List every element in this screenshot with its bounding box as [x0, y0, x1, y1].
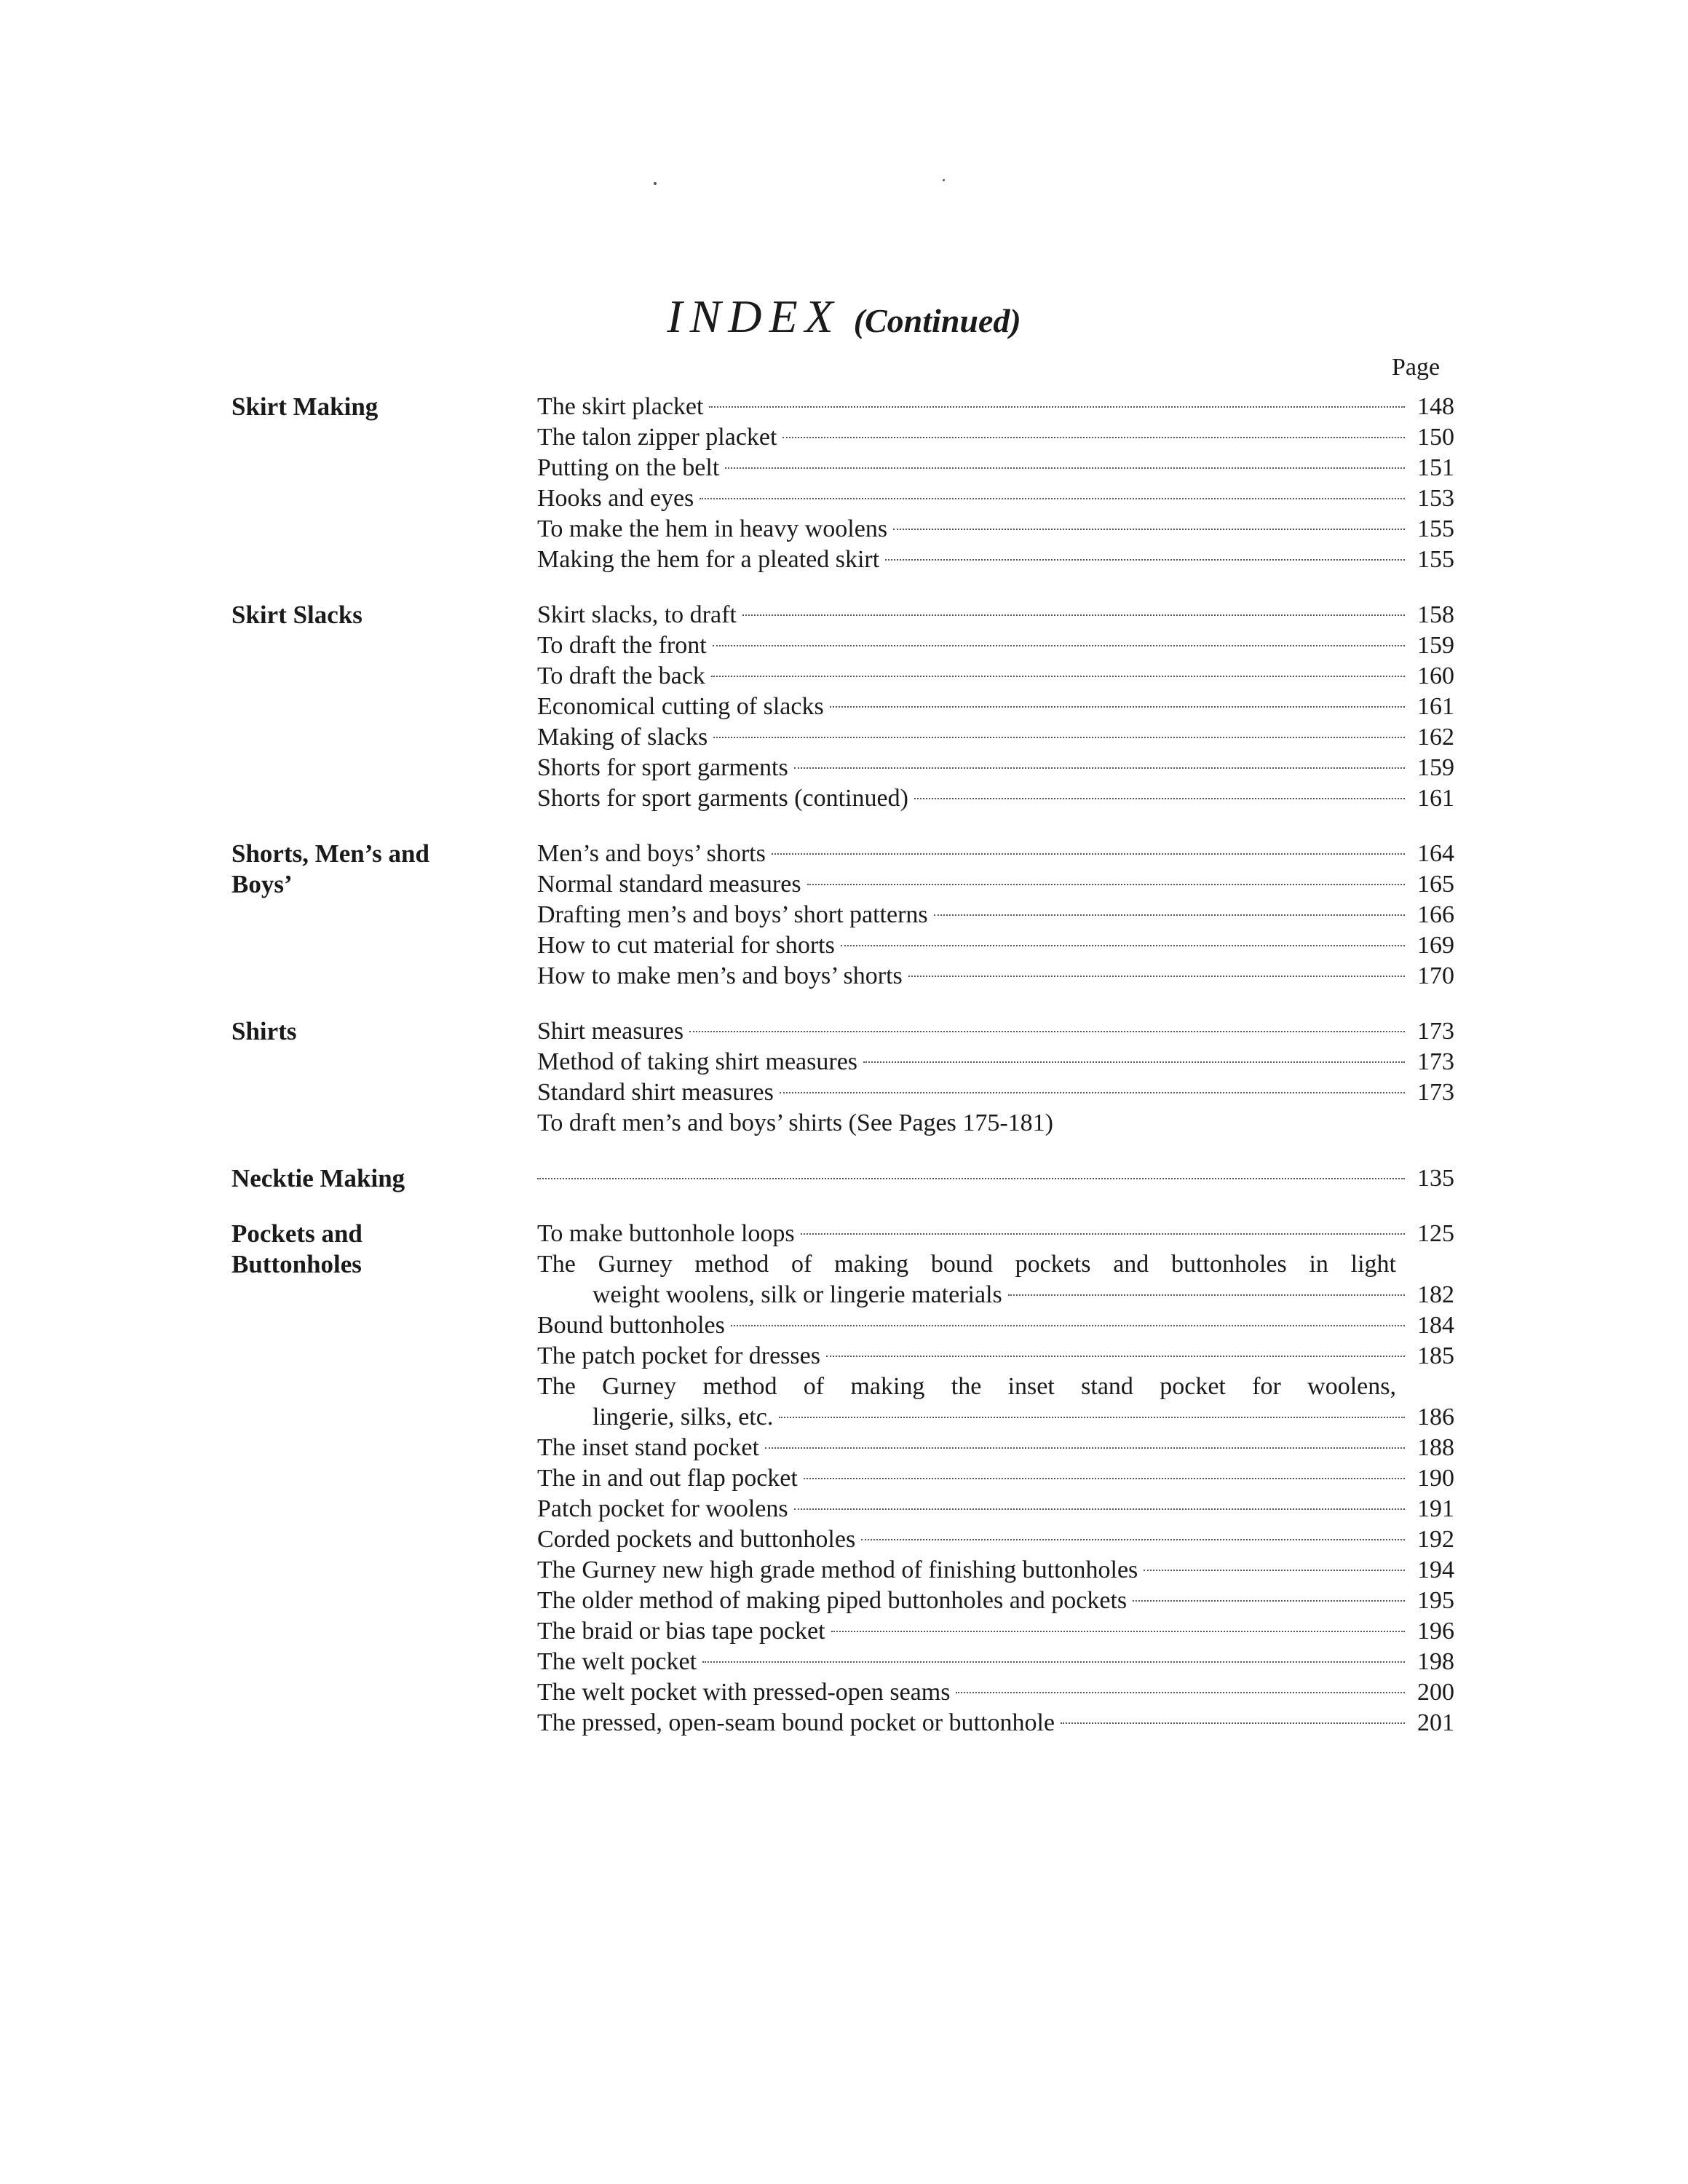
section-label-line: Shorts, Men’s and [231, 839, 429, 868]
entry-text: The in and out flap pocket [537, 1465, 798, 1492]
entry-list [537, 1219, 1454, 1738]
section-label: Skirt Slacks [231, 601, 362, 629]
dot-leader [700, 498, 1405, 499]
entry-page: 159 [1417, 754, 1454, 781]
dot-leader [826, 1356, 1405, 1357]
entry-page: 150 [1417, 424, 1454, 451]
entry-text: The pressed, open-seam bound pocket or buttonhole [537, 1709, 1055, 1736]
entry-page: 169 [1417, 932, 1454, 959]
entry-page: 148 [1417, 393, 1454, 420]
index-entry [537, 900, 1454, 930]
index-entry [537, 1616, 1454, 1647]
page-title [0, 290, 1688, 344]
entry-text: Skirt slacks, to draft [537, 601, 737, 628]
index-entry [537, 1163, 1454, 1194]
entry-text-line2: lingerie, silks, etc. [593, 1404, 774, 1431]
entry-page: 158 [1417, 601, 1454, 628]
entry-page: 135 [1417, 1165, 1454, 1192]
index-entry [537, 483, 1454, 514]
entry-list [537, 839, 1454, 992]
index-entry [537, 1372, 1454, 1433]
dot-leader [830, 706, 1405, 708]
entry-text: Making the hem for a pleated skirt [537, 546, 880, 573]
section-pockets-buttonholes [231, 1219, 1454, 1738]
dot-leader [782, 437, 1405, 438]
index-entry [537, 1677, 1454, 1708]
entry-list [537, 1016, 1454, 1139]
index-entry [537, 1077, 1454, 1108]
dot-leader [956, 1692, 1405, 1693]
entry-page: 153 [1417, 485, 1454, 512]
section-label: Skirt Making [231, 392, 379, 421]
entry-page: 182 [1417, 1281, 1454, 1308]
entry-text-line2-row [537, 1280, 1454, 1310]
dot-leader [725, 467, 1405, 469]
entry-text: Making of slacks [537, 724, 708, 751]
entry-page: 185 [1417, 1342, 1454, 1369]
entry-text: Men’s and boys’ shorts [537, 840, 766, 867]
dot-leader [689, 1031, 1405, 1032]
index-entry [537, 600, 1454, 630]
dot-leader [702, 1661, 1405, 1663]
dot-leader [1144, 1570, 1405, 1571]
entry-page: 166 [1417, 901, 1454, 928]
index-entry [537, 783, 1454, 814]
dot-leader [709, 406, 1405, 408]
index-entry [537, 1108, 1454, 1139]
entry-text: How to make men’s and boys’ shorts [537, 962, 903, 989]
entry-text: The welt pocket with pressed-open seams [537, 1679, 951, 1706]
dot-leader [841, 945, 1405, 946]
entry-page: 159 [1417, 632, 1454, 659]
entry-text: Corded pockets and buttonholes [537, 1526, 856, 1553]
entry-list [537, 600, 1454, 814]
entry-page: 160 [1417, 662, 1454, 689]
index-entry [537, 545, 1454, 575]
index-entry [537, 1524, 1454, 1555]
dot-leader [893, 529, 1405, 530]
section-label-line: Boys’ [231, 870, 293, 898]
entry-page: 194 [1417, 1556, 1454, 1583]
dot-leader [861, 1539, 1405, 1540]
index-entry [537, 869, 1454, 900]
dot-leader [731, 1325, 1405, 1326]
dot-leader [772, 853, 1405, 855]
dot-leader [885, 559, 1405, 561]
section-label [231, 839, 472, 900]
entry-list [537, 1163, 1454, 1194]
entry-page: 186 [1417, 1404, 1454, 1431]
entry-text: The Gurney new high grade method of finishing buttonholes [537, 1556, 1138, 1583]
index-entry [537, 1586, 1454, 1616]
section-shirts [231, 1016, 1454, 1139]
entry-page: 196 [1417, 1618, 1454, 1645]
section-label-line: Pockets and [231, 1219, 362, 1248]
dot-leader [713, 645, 1405, 646]
entry-text: Putting on the belt [537, 454, 720, 481]
index-entry [537, 1016, 1454, 1047]
entry-text: Shorts for sport garments (continued) [537, 785, 908, 812]
section-shorts [231, 839, 1454, 992]
entry-text: The braid or bias tape pocket [537, 1618, 825, 1645]
entry-page: 198 [1417, 1648, 1454, 1675]
section-label: Shirts [231, 1017, 297, 1045]
entry-text: Method of taking shirt measures [537, 1048, 858, 1075]
title-main: INDEX [667, 290, 841, 342]
dot-leader [780, 1092, 1405, 1093]
index-entry [537, 722, 1454, 753]
dot-leader [804, 1478, 1405, 1479]
index-entry [537, 1047, 1454, 1077]
entry-page: 195 [1417, 1587, 1454, 1614]
index-entry [537, 1555, 1454, 1586]
dot-leader [742, 614, 1405, 616]
dot-leader [713, 737, 1405, 738]
index-entry [537, 753, 1454, 783]
dot-leader [711, 676, 1405, 677]
dot-leader [537, 1178, 1405, 1179]
entry-page: 151 [1417, 454, 1454, 481]
entry-text-line2-row [537, 1402, 1454, 1433]
dot-leader [1061, 1722, 1405, 1724]
index-entry [537, 1647, 1454, 1677]
entry-text: To make buttonhole loops [537, 1220, 795, 1247]
entry-page: 162 [1417, 724, 1454, 751]
entry-text: Shirt measures [537, 1018, 684, 1045]
section-label: Necktie Making [231, 1164, 405, 1192]
entry-page: 161 [1417, 693, 1454, 720]
entry-text: To draft men’s and boys’ shirts (See Pages 175-181) [537, 1109, 1053, 1136]
dot-leader [908, 976, 1405, 977]
entry-text: To draft the back [537, 662, 705, 689]
entry-text-line1: The Gurney method of making bound pockets and buttonholes in light [537, 1251, 1396, 1278]
index-entry [537, 514, 1454, 545]
title-continued: (Continued) [853, 302, 1021, 339]
entry-text: How to cut material for shorts [537, 932, 835, 959]
entry-page: 192 [1417, 1526, 1454, 1553]
entry-text: Normal standard measures [537, 871, 801, 898]
entry-page: 184 [1417, 1312, 1454, 1339]
dot-leader [831, 1631, 1405, 1632]
index-entry [537, 392, 1454, 422]
entry-text: Bound buttonholes [537, 1312, 725, 1339]
dot-leader [801, 1233, 1405, 1235]
entry-text: Patch pocket for woolens [537, 1495, 788, 1522]
index-entry [537, 1463, 1454, 1494]
dot-leader [1008, 1294, 1405, 1296]
scan-speck [943, 179, 945, 181]
entry-page: 125 [1417, 1220, 1454, 1247]
index-entry [537, 1219, 1454, 1249]
entry-text: Economical cutting of slacks [537, 693, 824, 720]
index-entry [537, 930, 1454, 961]
index-entry [537, 1494, 1454, 1524]
entry-page: 188 [1417, 1434, 1454, 1461]
index-entry [537, 422, 1454, 453]
index-entry [537, 1708, 1454, 1738]
entry-page: 165 [1417, 871, 1454, 898]
entry-page: 173 [1417, 1048, 1454, 1075]
scan-speck [654, 182, 657, 185]
index-entry [537, 1310, 1454, 1341]
entry-page: 161 [1417, 785, 1454, 812]
entry-page: 190 [1417, 1465, 1454, 1492]
entry-text: Shorts for sport garments [537, 754, 788, 781]
entry-page: 173 [1417, 1018, 1454, 1045]
entry-text: Standard shirt measures [537, 1079, 774, 1106]
index-entry [537, 1341, 1454, 1372]
entry-page: 170 [1417, 962, 1454, 989]
entry-text: The older method of making piped buttonholes and pockets [537, 1587, 1128, 1614]
entry-page: 155 [1417, 515, 1454, 542]
section-necktie-making [231, 1163, 1454, 1194]
entry-page: 164 [1417, 840, 1454, 867]
dot-leader [863, 1061, 1405, 1063]
index-entry [537, 839, 1454, 869]
index-entry [537, 961, 1454, 992]
index-entry [537, 661, 1454, 692]
dot-leader [807, 884, 1405, 885]
dot-leader [914, 798, 1405, 799]
dot-leader [779, 1417, 1405, 1418]
entry-text: The welt pocket [537, 1648, 697, 1675]
entry-text-line2: weight woolens, silk or lingerie materials [593, 1281, 1002, 1308]
section-skirt-making [231, 392, 1454, 575]
entry-text: The patch pocket for dresses [537, 1342, 820, 1369]
entry-page: 173 [1417, 1079, 1454, 1106]
index-entry [537, 692, 1454, 722]
dot-leader [794, 767, 1405, 769]
entry-text: The inset stand pocket [537, 1434, 759, 1461]
entry-text: The skirt placket [537, 393, 704, 420]
entry-text: To draft the front [537, 632, 707, 659]
entry-page: 191 [1417, 1495, 1454, 1522]
index-entry [537, 1249, 1454, 1310]
index-entry [537, 630, 1454, 661]
entry-page: 155 [1417, 546, 1454, 573]
entry-text: Hooks and eyes [537, 485, 694, 512]
section-label [231, 1219, 472, 1280]
entry-list [537, 392, 1454, 575]
dot-leader [934, 914, 1405, 916]
index-entry [537, 1433, 1454, 1463]
section-label-line: Buttonholes [231, 1250, 362, 1278]
entry-page: 201 [1417, 1709, 1454, 1736]
index-entry [537, 453, 1454, 483]
section-skirt-slacks [231, 600, 1454, 814]
entry-text: To make the hem in heavy woolens [537, 515, 888, 542]
entry-text: Drafting men’s and boys’ short patterns [537, 901, 928, 928]
entry-text-line1: The Gurney method of making the inset stand pocket for woolens, [537, 1373, 1396, 1400]
entry-text: The talon zipper placket [537, 424, 777, 451]
entry-page: 200 [1417, 1679, 1454, 1706]
index-sections [231, 392, 1454, 1763]
dot-leader [765, 1447, 1405, 1449]
dot-leader [794, 1508, 1405, 1510]
page-column-header: Page [1392, 354, 1441, 381]
dot-leader [1133, 1600, 1405, 1602]
